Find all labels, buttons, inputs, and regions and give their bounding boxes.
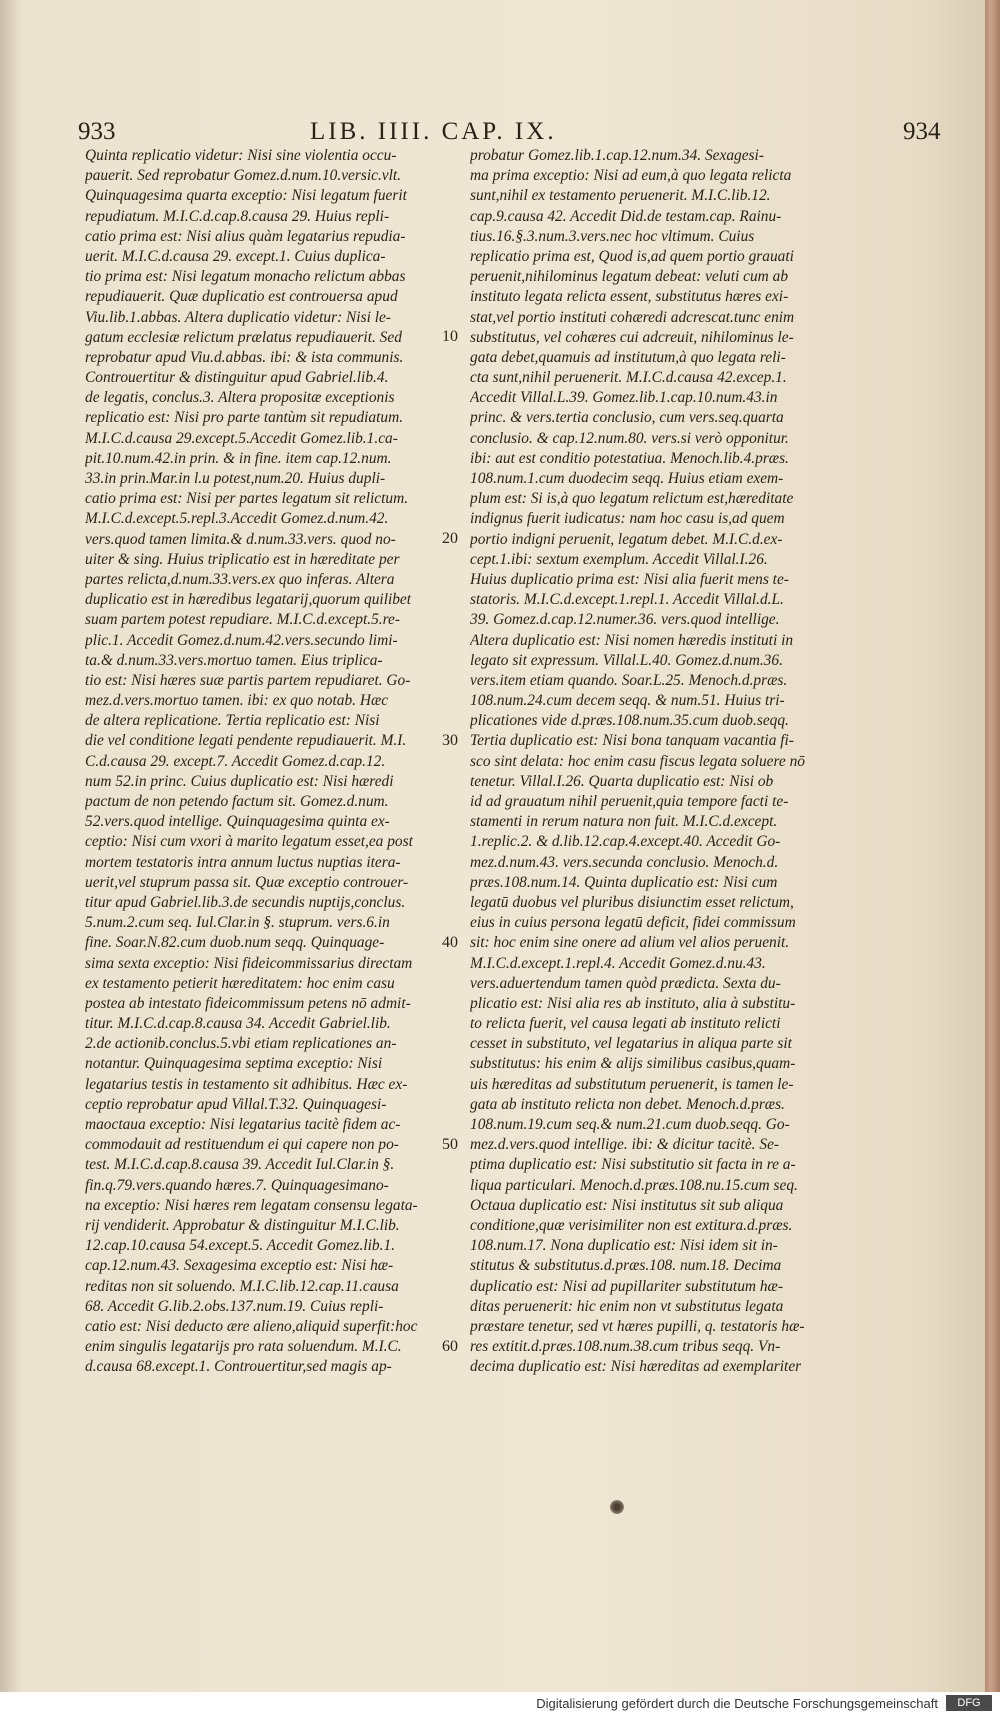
footer-credit: Digitalisierung gefördert durch die Deutsche Forschungsgemeinschaft bbox=[536, 1696, 938, 1711]
footer-bar bbox=[0, 1692, 1000, 1716]
text-line: tius.16.§.3.num.3.vers.nec hoc vltimum. Cuius bbox=[470, 227, 755, 245]
text-line: Controuertitur & distinguitur apud Gabriel.lib.4. bbox=[85, 369, 389, 387]
text-line: C.d.causa 29. except.7. Accedit Gomez.d.cap.12. bbox=[85, 752, 386, 770]
text-line: duplicatio est in hæredibus legatarij,quorum quilibet bbox=[85, 591, 412, 609]
text-line: decima duplicatio est: Nisi hæreditas ad exemplariter bbox=[470, 1358, 802, 1376]
text-line: M.I.C.d.causa 29.except.5.Accedit Gomez.lib.1.ca- bbox=[85, 429, 398, 447]
text-line: conditione,quæ verisimiliter non est extitura.d.præs. bbox=[470, 1216, 793, 1234]
text-line: rij vendiderit. Approbatur & distinguitur M.I.C.lib. bbox=[85, 1216, 400, 1234]
text-line: die vel conditione legati pendente repudiauerit. M.I. bbox=[85, 732, 407, 750]
text-line: præstare tenetur, sed vt hæres pupilli, q. testatoris hæ- bbox=[470, 1317, 805, 1335]
text-line: gata debet,quamuis ad institutum,à quo legata reli- bbox=[470, 348, 786, 366]
dfg-logo-icon: DFG bbox=[946, 1695, 992, 1711]
text-line: cesset in substituto, vel legatarius in aliqua parte sit bbox=[470, 1035, 792, 1053]
text-line: conclusio. & cap.12.num.80. vers.si verò opponitur. bbox=[470, 429, 789, 447]
text-line: commodauit ad restituendum ei qui capere non po- bbox=[85, 1136, 399, 1154]
text-line: uiter & sing. Huius triplicatio est in hæreditate per bbox=[85, 550, 400, 568]
text-line: tenetur. Villal.I.26. Quarta duplicatio est: Nisi ob bbox=[470, 772, 774, 790]
text-line: vers.quod tamen limita.& d.num.33.vers. quod no- bbox=[85, 530, 396, 548]
running-title: LIB. IIII. CAP. IX. bbox=[310, 118, 557, 145]
text-line: ibi: aut est conditio potestatiua. Menoch.lib.4.præs. bbox=[470, 449, 789, 467]
text-line: plicatio est: Nisi alia res ab instituto, alia à substitu- bbox=[470, 994, 796, 1012]
text-line: stitutus & substitutus.d.præs.108. num.18. Decima bbox=[470, 1257, 782, 1275]
text-line: ceptio reprobatur apud Villal.T.32. Quinquagesi- bbox=[85, 1095, 387, 1113]
text-line: præs.108.num.14. Quinta duplicatio est: Nisi cum bbox=[470, 873, 778, 891]
text-line: eius in cuius persona legatū deficit, fidei commissum bbox=[470, 914, 796, 932]
text-line: substitutus: his enim & alijs similibus casibus,quam- bbox=[470, 1055, 796, 1073]
text-line: reprobatur apud Viu.d.abbas. ibi: & ista communis. bbox=[85, 348, 404, 366]
text-line: Huius duplicatio prima est: Nisi alia fuerit mens te- bbox=[470, 570, 789, 588]
text-line: sunt,nihil ex testamento peruenerit. M.I.C.lib.12. bbox=[470, 187, 771, 205]
text-line: plum est: Si is,à quo legatum relictum est,hæreditate bbox=[470, 490, 794, 508]
text-line: duplicatio est: Nisi ad pupillariter substitutum hæ- bbox=[470, 1277, 783, 1295]
text-line: cap.9.causa 42. Accedit Did.de testam.cap. Rainu- bbox=[470, 207, 782, 225]
text-line: 108.num.19.cum seq.& num.21.cum duob.seqq. Go- bbox=[470, 1116, 790, 1133]
text-line: cta sunt,nihil peruenerit. M.I.C.d.causa 42.excep.1. bbox=[470, 369, 787, 387]
text-line: Quinta replicatio videtur: Nisi sine violentia occu- bbox=[85, 147, 397, 164]
text-line: Octaua duplicatio est: Nisi institutus sit sub aliqua bbox=[470, 1196, 784, 1214]
text-line: sima sexta exceptio: Nisi fideicommissarius directam bbox=[85, 954, 413, 972]
text-line: num 52.in princ. Cuius duplicatio est: Nisi hæredi bbox=[85, 772, 394, 790]
text-line: vers.item etiam quando. Soar.L.25. Menoch.d.præs. bbox=[470, 671, 788, 689]
text-line: probatur Gomez.lib.1.cap.12.num.34. Sexagesi- bbox=[470, 147, 764, 164]
right-text-column bbox=[470, 146, 835, 1377]
text-line: 52.vers.quod intellige. Quinquagesima quinta ex- bbox=[85, 813, 390, 831]
text-line: plic.1. Accedit Gomez.d.num.42.vers.secundo limi- bbox=[85, 631, 398, 649]
text-line: replicatio prima est, Quod is,ad quem portio grauati bbox=[470, 247, 794, 265]
text-line: tio prima est: Nisi legatum monacho relictum abbas bbox=[85, 268, 406, 286]
text-line: portio indigni peruenit, legatum debet. M.I.C.d.ex- bbox=[470, 530, 783, 548]
text-line: mez.d.vers.quod intellige. ibi: & dicitur tacitè. Se- bbox=[470, 1136, 780, 1154]
line-number: 20 bbox=[442, 529, 458, 547]
page-number-right: 934 bbox=[903, 118, 941, 145]
text-line: stamenti in rerum natura non fuit. M.I.C.d.except. bbox=[470, 813, 778, 831]
line-number: 10 bbox=[442, 327, 458, 345]
text-line: substitutus, vel cohæres cui adcreuit, nihilominus le- bbox=[470, 328, 794, 346]
text-line: legato sit expressum. Villal.L.40. Gomez.d.num.36. bbox=[470, 651, 783, 669]
text-line: peruenit,nihilominus legatum debeat: veluti cum ab bbox=[470, 268, 789, 286]
text-line: M.I.C.d.except.5.repl.3.Accedit Gomez.d.num.42. bbox=[85, 510, 389, 528]
text-line: ptima duplicatio est: Nisi substitutio sit facta in re a- bbox=[470, 1156, 796, 1174]
text-line: maoctaua exceptio: Nisi legatarius tacitè fidem ac- bbox=[85, 1116, 401, 1133]
text-line: vers.aduertendum tamen quòd prædicta. Sexta du- bbox=[470, 974, 781, 992]
text-line: sit: hoc enim sine onere ad alium vel alios peruenit. bbox=[470, 934, 790, 952]
text-line: fine. Soar.N.82.cum duob.num seqq. Quinquage- bbox=[85, 934, 385, 952]
text-line: repudiauerit. Quæ duplicatio est controuersa apud bbox=[85, 288, 398, 306]
text-line: 12.cap.10.causa 54.except.5. Accedit Gomez.lib.1. bbox=[85, 1237, 396, 1255]
text-line: catio est: Nisi deducto ære alieno,aliquid superfit:hoc bbox=[85, 1317, 418, 1335]
text-line: gatum ecclesiæ relictum prælatus repudiauerit. Sed bbox=[85, 328, 402, 346]
text-line: to relicta fuerit, vel causa legati ab instituto relicti bbox=[470, 1015, 781, 1033]
text-line: id ad grauatum nihil peruenit,quia tempore facti te- bbox=[470, 793, 789, 810]
text-line: legatū duobus vel pluribus disiunctim esset relictum, bbox=[470, 893, 794, 911]
text-line: Accedit Villal.L.39. Gomez.lib.1.cap.10.num.43.in bbox=[470, 389, 778, 407]
text-line: ceptio: Nisi cum vxori à marito legatum esset,ea post bbox=[85, 833, 413, 851]
line-number: 60 bbox=[442, 1337, 458, 1355]
text-line: 33.in prin.Mar.in l.u potest,num.20. Huius dupli- bbox=[85, 470, 386, 487]
text-line: d.causa 68.except.1. Controuertitur,sed magis ap- bbox=[85, 1358, 392, 1376]
text-line: gata ab instituto relicta non debet. Menoch.d.præs. bbox=[470, 1095, 785, 1113]
text-line: ta.& d.num.33.vers.mortuo tamen. Eius triplica- bbox=[85, 651, 383, 669]
text-line: na exceptio: Nisi hæres rem legatam consensu legata- bbox=[85, 1196, 418, 1214]
text-line: uis hæreditas ad substitutum peruenerit, is tamen le- bbox=[470, 1075, 794, 1093]
text-line: suam partem potest repudiare. M.I.C.d.except.5.re- bbox=[85, 611, 401, 629]
line-number: 50 bbox=[442, 1135, 458, 1153]
text-line: replicatio est: Nisi pro parte tantùm sit repudiatum. bbox=[85, 409, 404, 427]
text-line: fin.q.79.vers.quando hæres.7. Quinquagesimano- bbox=[85, 1176, 389, 1194]
text-line: cap.12.num.43. Sexagesima exceptio est: Nisi hæ- bbox=[85, 1257, 394, 1275]
text-line: pit.10.num.42.in prin. & in fine. item cap.12.num. bbox=[85, 449, 392, 467]
text-line: 1.replic.2. & d.lib.12.cap.4.except.40. Accedit Go- bbox=[470, 833, 781, 851]
text-line: repudiatum. M.I.C.d.cap.8.causa 29. Huius repli- bbox=[85, 207, 390, 225]
page-edge bbox=[985, 0, 1000, 1692]
text-line: enim singulis legatarijs pro rata soluendum. M.I.C. bbox=[85, 1338, 402, 1356]
text-line: Quinquagesima quarta exceptio: Nisi legatum fuerit bbox=[85, 187, 407, 205]
text-line: 39. Gomez.d.cap.12.numer.36. vers.quod intellige. bbox=[470, 611, 780, 629]
text-line: cept.1.ibi: sextum exemplum. Accedit Villal.I.26. bbox=[470, 550, 768, 568]
text-line: stat,vel portio instituti cohæredi adcrescat.tunc enim bbox=[470, 308, 795, 326]
text-line: titur apud Gabriel.lib.3.de secundis nuptijs,conclus. bbox=[85, 893, 406, 911]
text-line: uerit. M.I.C.d.causa 29. except.1. Cuius duplica- bbox=[85, 247, 386, 265]
text-line: 108.num.17. Nona duplicatio est: Nisi idem sit in- bbox=[470, 1237, 778, 1255]
text-line: 108.num.1.cum duodecim seqq. Huius etiam exem- bbox=[470, 470, 784, 487]
text-line: ex testamento petierit hæreditatem: hoc enim casu bbox=[85, 974, 395, 992]
text-line: princ. & vers.tertia conclusio, cum vers.seq.quarta bbox=[470, 409, 784, 427]
text-line: mez.d.vers.mortuo tamen. ibi: ex quo notab. Hæc bbox=[85, 692, 389, 710]
text-line: Viu.lib.1.abbas. Altera duplicatio videtur: Nisi le- bbox=[85, 308, 391, 326]
left-text-column bbox=[85, 146, 450, 1377]
text-line: test. M.I.C.d.cap.8.causa 39. Accedit Iul.Clar.in §. bbox=[85, 1156, 395, 1174]
text-line: notantur. Quinquagesima septima exceptio: Nisi bbox=[85, 1055, 383, 1073]
text-line: catio prima est: Nisi per partes legatum sit relictum. bbox=[85, 490, 409, 508]
text-line: reditas non sit soluendo. M.I.C.lib.12.cap.11.causa bbox=[85, 1277, 399, 1295]
text-line: 68. Accedit G.lib.2.obs.137.num.19. Cuius repli- bbox=[85, 1297, 384, 1315]
text-line: 2.de actionib.conclus.5.vbi etiam replicationes an- bbox=[85, 1035, 397, 1053]
text-line: uerit,vel stuprum passa sit. Quæ exceptio controuer- bbox=[85, 873, 409, 891]
line-number: 30 bbox=[442, 731, 458, 749]
text-line: M.I.C.d.except.1.repl.4. Accedit Gomez.d.nu.43. bbox=[470, 954, 766, 972]
text-line: de altera replicatione. Tertia replicatio est: Nisi bbox=[85, 712, 380, 730]
text-line: ma prima exceptio: Nisi ad eum,à quo legata relicta bbox=[470, 167, 792, 185]
text-line: pactum de non petendo factum sit. Gomez.d.num. bbox=[85, 793, 389, 810]
text-line: 5.num.2.cum seq. Iul.Clar.in §. stuprum. vers.6.in bbox=[85, 914, 390, 932]
text-line: indignus fuerit iudicatus: nam hoc casu is,ad quem bbox=[470, 510, 785, 528]
text-line: mez.d.num.43. vers.secunda conclusio. Menoch.d. bbox=[470, 853, 779, 871]
line-number: 40 bbox=[442, 933, 458, 951]
text-line: mortem testatoris intra annum luctus nuptias itera- bbox=[85, 853, 401, 871]
text-line: tio est: Nisi hæres suæ partis partem repudiaret. Go- bbox=[85, 671, 411, 689]
text-line: statoris. M.I.C.d.except.1.repl.1. Accedit Villal.d.L. bbox=[470, 591, 784, 609]
text-line: sco sint delata: hoc enim casu fiscus legata soluere nō bbox=[470, 752, 805, 770]
printer-ornament-icon bbox=[610, 1500, 624, 1514]
text-line: pauerit. Sed reprobatur Gomez.d.num.10.versic.vlt. bbox=[85, 167, 402, 185]
text-line: ditas peruenerit: hic enim non vt substitutus legata bbox=[470, 1297, 784, 1315]
text-line: catio prima est: Nisi alius quàm legatarius repudia- bbox=[85, 227, 406, 245]
text-line: 108.num.24.cum decem seqq. & num.51. Huius tri- bbox=[470, 692, 785, 710]
text-line: res extitit.d.præs.108.num.38.cum tribus seqq. Vn- bbox=[470, 1338, 781, 1356]
text-line: Tertia duplicatio est: Nisi bona tanquam vacantia fi- bbox=[470, 732, 794, 750]
text-line: de legatis, conclus.3. Altera propositæ exceptionis bbox=[85, 389, 395, 407]
text-line: titur. M.I.C.d.cap.8.causa 34. Accedit Gabriel.lib. bbox=[85, 1015, 391, 1033]
text-line: postea ab intestato fideicommissum petens nō admit- bbox=[85, 994, 411, 1012]
text-line: legatarius testis in testamento sit adhibitus. Hæc ex- bbox=[85, 1075, 408, 1093]
text-line: Altera duplicatio est: Nisi nomen hæredis instituti in bbox=[470, 631, 794, 649]
text-line: instituto legata relicta essent, substitutus hæres exi- bbox=[470, 288, 789, 306]
text-line: plicationes vide d.præs.108.num.35.cum duob.seqq. bbox=[470, 712, 789, 730]
text-line: partes relicta,d.num.33.vers.ex quo inferas. Altera bbox=[85, 570, 395, 588]
text-line: liqua particulari. Menoch.d.præs.108.nu.15.cum seq. bbox=[470, 1176, 798, 1194]
page-number-left: 933 bbox=[78, 118, 116, 145]
